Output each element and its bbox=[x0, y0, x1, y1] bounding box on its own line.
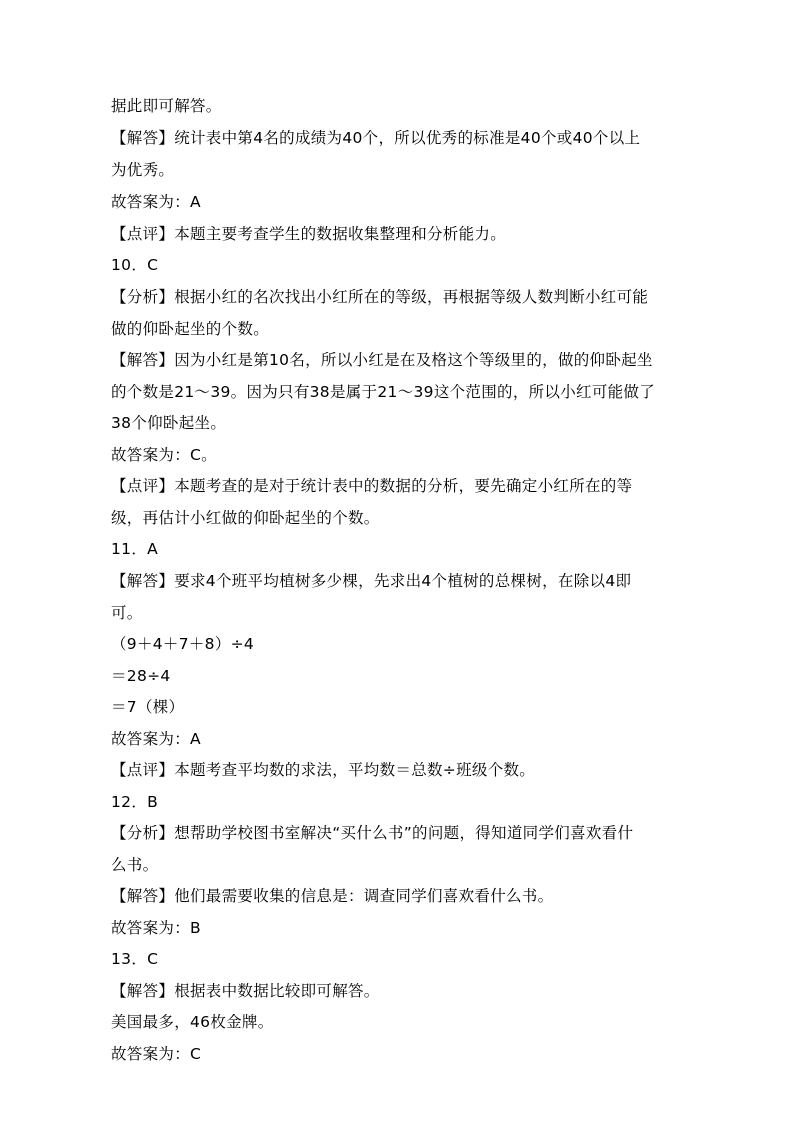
formula-line: ＝7（棵） bbox=[111, 698, 185, 716]
text-line: 【解答】要求4个班平均植树多少棵，先求出4个植树的总棵树，在除以4即 bbox=[111, 572, 632, 590]
question-number: 11．A bbox=[111, 540, 159, 558]
text-line: 故答案为：C bbox=[111, 1045, 202, 1063]
text-line: 做的仰卧起坐的个数。 bbox=[111, 320, 270, 338]
text-line: 【点评】本题考查的是对于统计表中的数据的分析，要先确定小红所在的等 bbox=[111, 477, 633, 495]
text-line: 据此即可解答。 bbox=[111, 97, 222, 115]
text-line: 【解答】他们最需要收集的信息是：调查同学们喜欢看什么书。 bbox=[111, 887, 554, 905]
text-line: 【解答】根据表中数据比较即可解答。 bbox=[111, 982, 380, 1000]
text-line: 【分析】根据小红的名次找出小红所在的等级，再根据等级人数判断小红可能 bbox=[111, 288, 649, 306]
text-line: 为优秀。 bbox=[111, 161, 175, 179]
text-line: 美国最多，46枚金牌。 bbox=[111, 1013, 274, 1031]
text-line: 【点评】本题主要考查学生的数据收集整理和分析能力。 bbox=[111, 225, 507, 243]
question-number: 13．C bbox=[111, 950, 159, 968]
formula-line: （9＋4＋7＋8）÷4 bbox=[111, 635, 255, 653]
text-line: 38个仰卧起坐。 bbox=[111, 414, 227, 432]
text-line: 【解答】因为小红是第10名，所以小红是在及格这个等级里的，做的仰卧起坐 bbox=[111, 351, 653, 369]
text-line: 故答案为：A bbox=[111, 730, 201, 748]
text-line: 【点评】本题考查平均数的求法，平均数＝总数÷班级个数。 bbox=[111, 761, 536, 779]
text-line: 【解答】统计表中第4名的成绩为40个，所以优秀的标准是40个或40个以上 bbox=[111, 129, 641, 147]
formula-line: ＝28÷4 bbox=[111, 667, 171, 685]
text-line: 的个数是21～39。因为只有38是属于21～39这个范围的，所以小红可能做了 bbox=[111, 383, 656, 401]
question-number: 10．C bbox=[111, 256, 159, 274]
text-line: 故答案为：C。 bbox=[111, 446, 217, 464]
text-line: 可。 bbox=[111, 604, 143, 622]
text-line: 故答案为：A bbox=[111, 193, 201, 211]
text-line: 故答案为：B bbox=[111, 919, 201, 937]
question-number: 12．B bbox=[111, 793, 159, 811]
text-line: 级，再估计小红做的仰卧起坐的个数。 bbox=[111, 509, 380, 527]
text-line: 么书。 bbox=[111, 856, 159, 874]
text-line: 【分析】想帮助学校图书室解决“买什么书”的问题，得知道同学们喜欢看什 bbox=[111, 824, 634, 842]
